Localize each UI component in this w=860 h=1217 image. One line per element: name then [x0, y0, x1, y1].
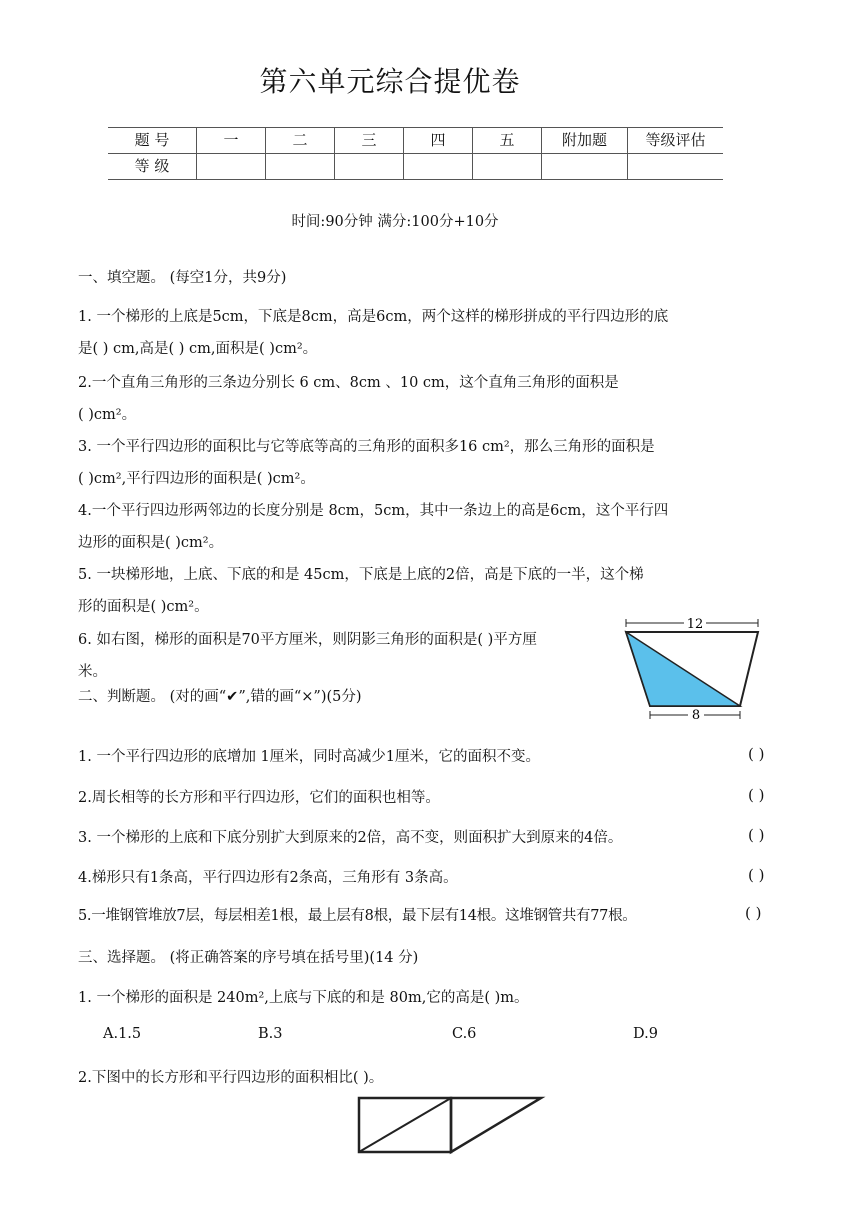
grade-table-row	[108, 154, 723, 180]
grade-table	[108, 127, 723, 180]
question-line: 是( ) cm,高是( ) cm,面积是( )cm²。	[78, 341, 318, 357]
judge-item: 1. 一个平行四边形的底增加 1厘米，同时高减少1厘米，它的面积不变。	[78, 749, 541, 765]
answer-paren[interactable]: ( )	[748, 866, 765, 884]
time-info: 时间:90分钟 满分:100分+10分	[291, 214, 499, 230]
table-cell: 二	[266, 128, 335, 154]
question-line: ( )cm²。	[78, 407, 137, 423]
question-line: 边形的面积是( )cm²。	[78, 535, 224, 551]
choice-question: 1. 一个梯形的面积是 240m²,上底与下底的和是 80m,它的高是( )m。	[78, 990, 529, 1006]
table-cell: 附加题	[542, 128, 628, 154]
table-cell: 四	[404, 128, 473, 154]
section-heading: 三、选择题。 (将正确答案的序号填在括号里)(14 分)	[78, 950, 419, 966]
question-line: 2.一个直角三角形的三条边分别长 6 cm、8cm 、10 cm，这个直角三角形的面积是	[78, 375, 619, 391]
judge-item: 4.梯形只有1条高，平行四边形有2条高，三角形有 3条高。	[78, 870, 458, 886]
grade-table-header-row	[108, 128, 723, 154]
question-line: 5. 一块梯形地，上底、下底的和是 45cm，下底是上底的2倍，高是下底的一半，这个梯	[78, 567, 644, 583]
table-cell: 五	[473, 128, 542, 154]
rectangle-parallelogram-figure	[355, 1094, 547, 1156]
question-line: 形的面积是( )cm²。	[78, 599, 209, 615]
option-c[interactable]: C.6	[452, 1026, 477, 1042]
shaded-triangle	[626, 632, 740, 706]
question-line: 米。	[78, 664, 107, 680]
table-cell: 等 级	[108, 154, 197, 180]
grade-input-cell[interactable]	[473, 154, 542, 180]
grade-input-cell[interactable]	[404, 154, 473, 180]
page-title: 第六单元综合提优卷	[259, 65, 521, 98]
answer-paren[interactable]: ( )	[745, 904, 762, 922]
answer-paren[interactable]: ( )	[748, 786, 765, 804]
top-label: 12	[686, 617, 704, 632]
judge-item: 3. 一个梯形的上底和下底分别扩大到原来的2倍，高不变，则面积扩大到原来的4倍。	[78, 830, 623, 846]
section-heading: 二、判断题。 (对的画“✔”,错的画“×”)(5分)	[78, 689, 362, 705]
table-cell: 题 号	[108, 128, 197, 154]
table-cell: 等级评估	[628, 128, 724, 154]
trapezoid-figure	[618, 614, 768, 724]
question-line: 6. 如右图，梯形的面积是70平方厘米，则阴影三角形的面积是( )平方厘	[78, 632, 537, 648]
choice-question: 2.下图中的长方形和平行四边形的面积相比( )。	[78, 1070, 384, 1086]
question-line: 3. 一个平行四边形的面积比与它等底等高的三角形的面积多16 cm²，那么三角形的面积是	[78, 439, 655, 455]
question-line: 4.一个平行四边形两邻边的长度分别是 8cm，5cm，其中一条边上的高是6cm，这个平行四	[78, 503, 669, 519]
table-cell: 一	[197, 128, 266, 154]
question-line: 1. 一个梯形的上底是5cm，下底是8cm，高是6cm，两个这样的梯形拼成的平行四边形的底	[78, 309, 669, 325]
answer-paren[interactable]: ( )	[748, 745, 765, 763]
answer-paren[interactable]: ( )	[748, 826, 765, 844]
option-b[interactable]: B.3	[258, 1026, 283, 1042]
judge-item: 5.一堆钢管堆放7层，每层相差1根，最上层有8根，最下层有14根。这堆钢管共有77根。	[78, 908, 637, 924]
bottom-label: 8	[691, 708, 701, 723]
table-cell: 三	[335, 128, 404, 154]
grade-input-cell[interactable]	[628, 154, 724, 180]
option-d[interactable]: D.9	[633, 1026, 658, 1042]
grade-input-cell[interactable]	[335, 154, 404, 180]
section-heading: 一、填空题。 (每空1分，共9分)	[78, 270, 287, 286]
grade-input-cell[interactable]	[197, 154, 266, 180]
grade-input-cell[interactable]	[542, 154, 628, 180]
option-a[interactable]: A.1.5	[103, 1026, 142, 1042]
grade-input-cell[interactable]	[266, 154, 335, 180]
question-line: ( )cm²,平行四边形的面积是( )cm²。	[78, 471, 315, 487]
judge-item: 2.周长相等的长方形和平行四边形，它们的面积也相等。	[78, 790, 440, 806]
